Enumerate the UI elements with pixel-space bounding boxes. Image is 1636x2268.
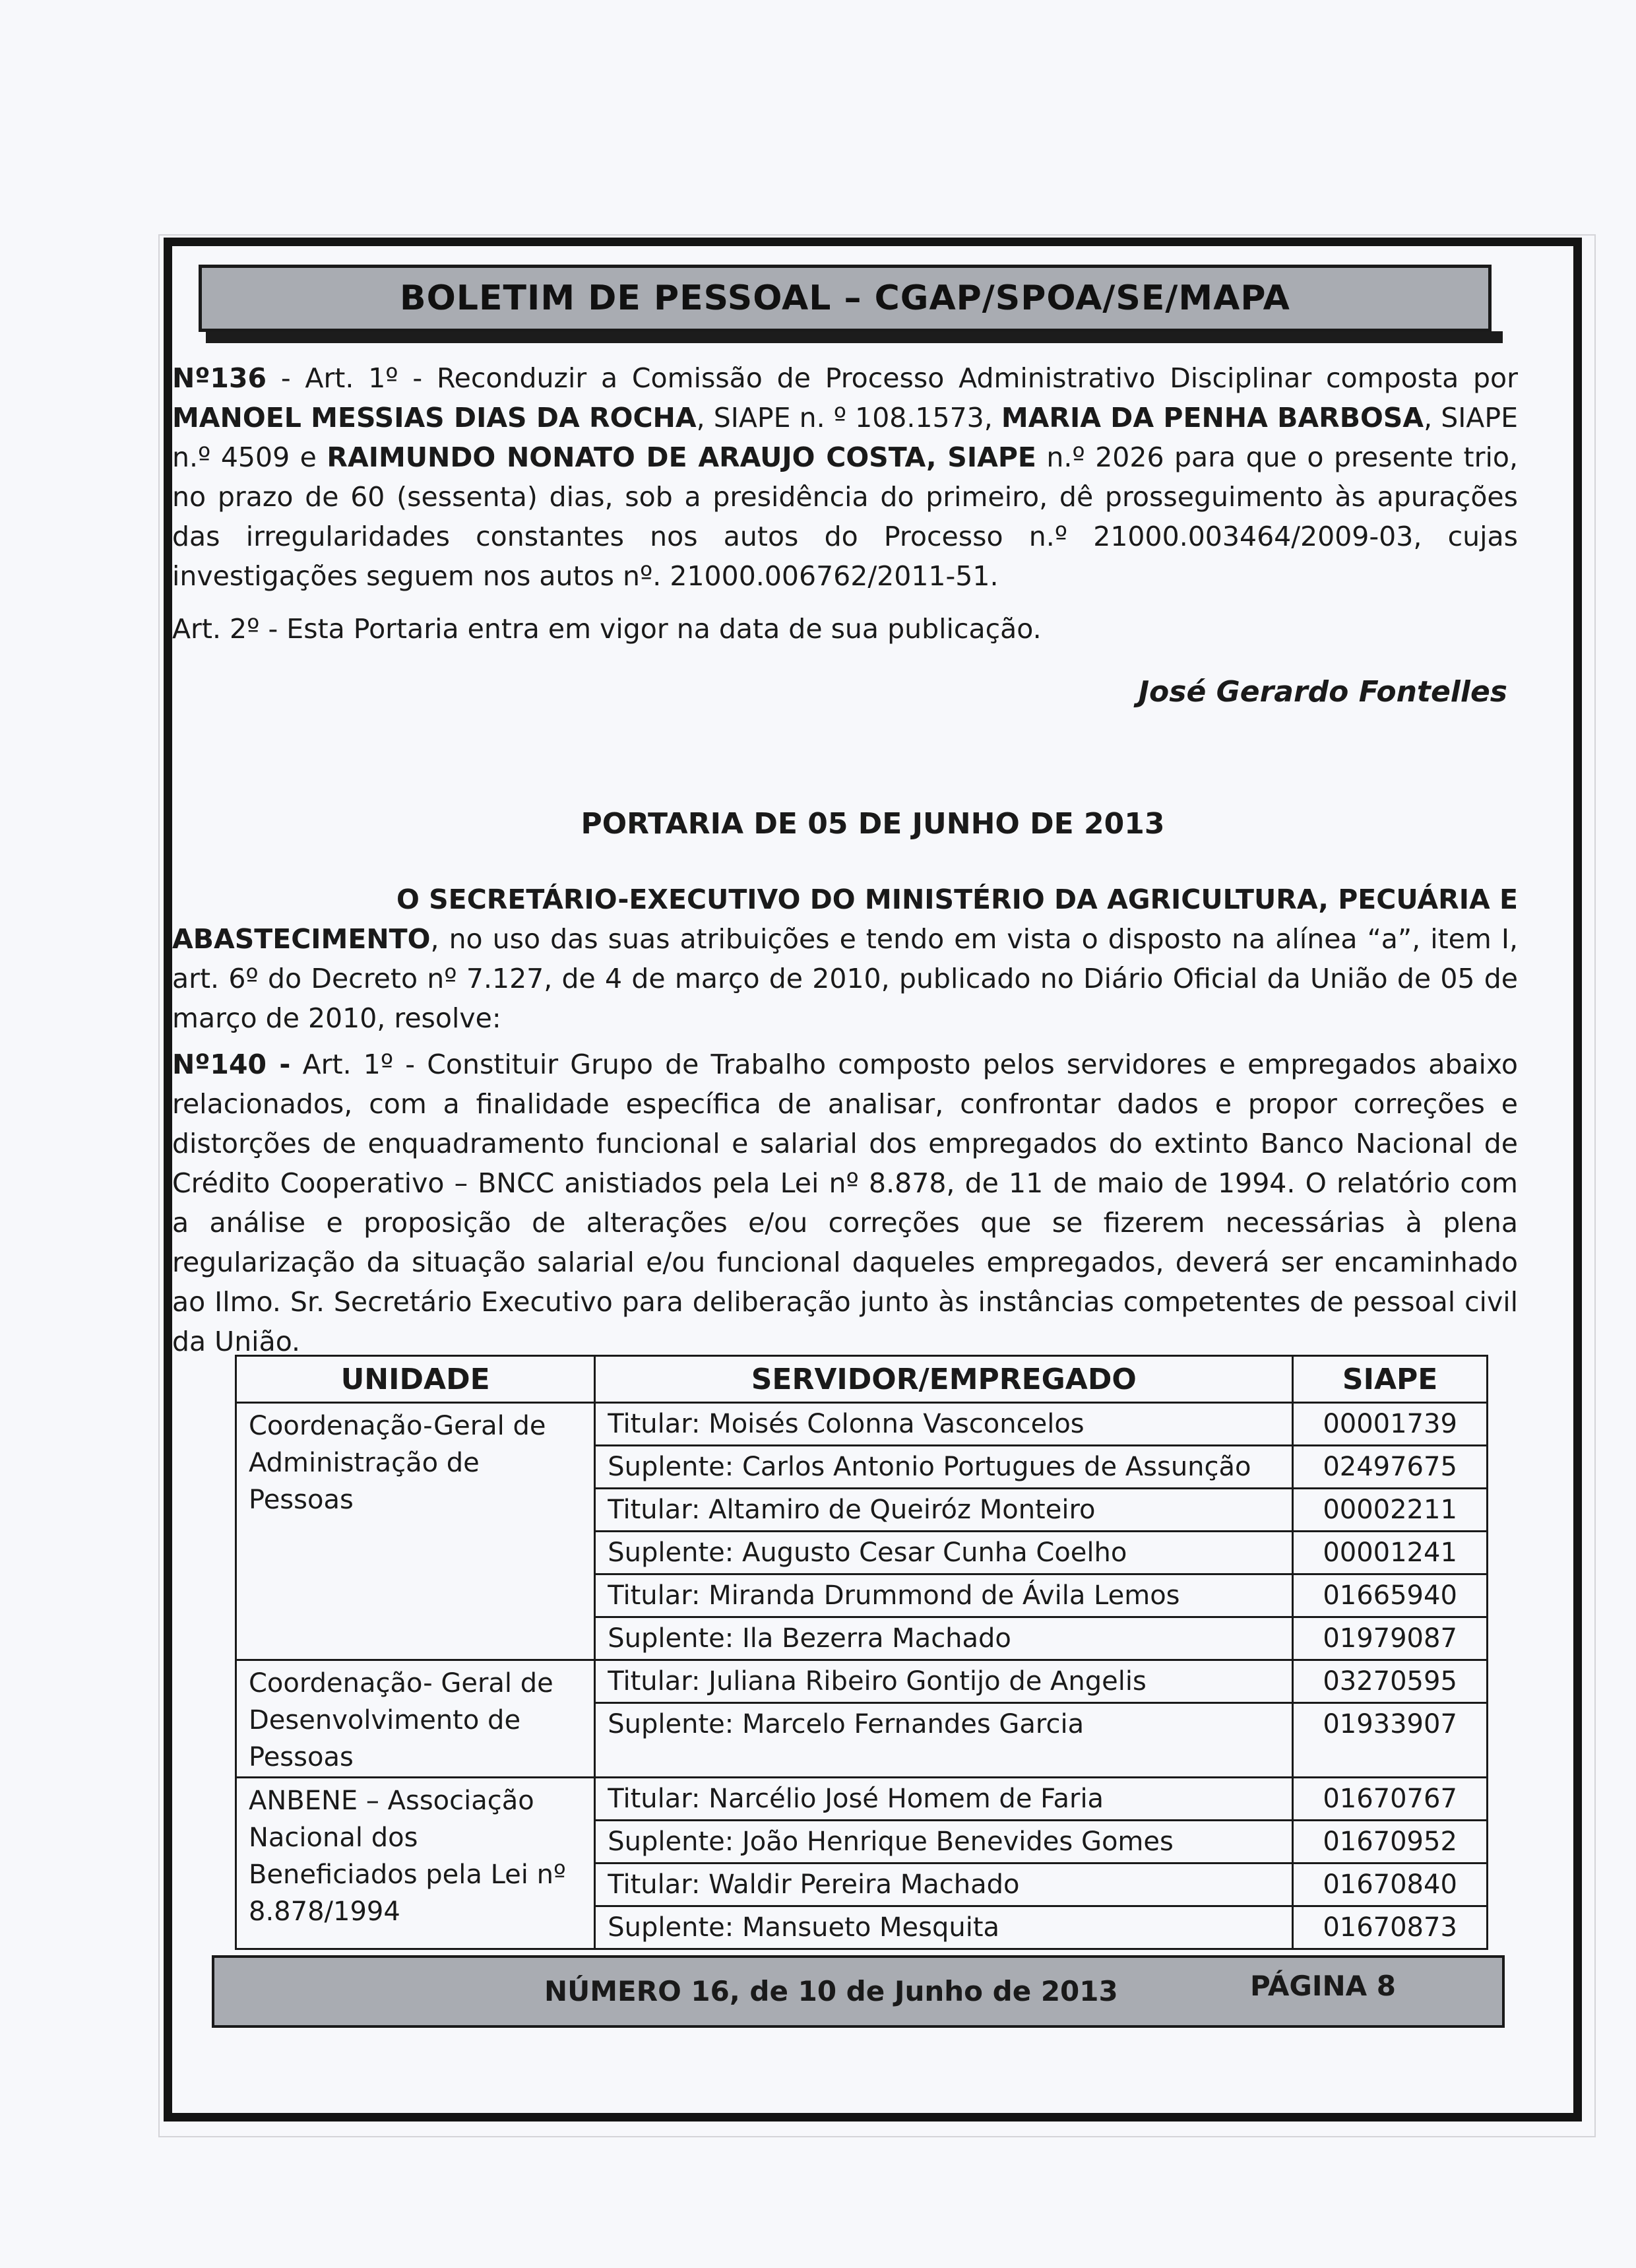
item-136-text-a: - Art. 1º - Reconduzir a Comissão de Processo Administrativo Disciplinar composta por (267, 362, 1518, 394)
member-cell: Titular: Juliana Ribeiro Gontijo de Angelis (595, 1660, 1293, 1703)
item-136-name-1: MANOEL MESSIAS DIAS DA ROCHA (172, 402, 697, 434)
portaria-intro (172, 880, 1518, 1038)
item-136-paragraph (172, 358, 1518, 596)
item-136-number: Nº136 (172, 362, 267, 394)
item-136-name-3: RAIMUNDO NONATO DE ARAUJO COSTA, SIAPE (327, 441, 1036, 473)
header-title: BOLETIM DE PESSOAL – CGAP/SPOA/SE/MAPA (400, 278, 1290, 318)
member-cell: Titular: Narcélio José Homem de Faria (595, 1778, 1293, 1821)
item-136-name-2: MARIA DA PENHA BARBOSA (1001, 402, 1424, 434)
unit-cell: ANBENE – Associação Nacional dos Beneficiados pela Lei nº 8.878/1994 (236, 1778, 595, 1949)
unit-cell: Coordenação-Geral de Administração de Pessoas (236, 1403, 595, 1660)
portaria-title: PORTARIA DE 05 DE JUNHO DE 2013 (581, 807, 1165, 841)
member-cell: Titular: Waldir Pereira Machado (595, 1863, 1293, 1906)
header-banner (199, 265, 1492, 332)
member-cell: Suplente: Augusto Cesar Cunha Coelho (595, 1532, 1293, 1574)
item-136-text-c: , SIAPE n.º 4509 e (172, 402, 1518, 473)
unit-cell: Coordenação- Geral de Desenvolvimento de Pessoas (236, 1660, 595, 1778)
table-row (236, 1778, 1488, 1821)
siape-cell: 02497675 (1293, 1446, 1488, 1489)
item-136-art2: Art. 2º - Esta Portaria entra em vigor na data de sua publicação. (172, 613, 1042, 645)
item-140-paragraph (172, 1045, 1518, 1361)
siape-cell: 01933907 (1293, 1703, 1488, 1778)
member-cell: Suplente: Mansueto Mesquita (595, 1906, 1293, 1949)
portaria-intro-text: , no uso das suas atribuições e tendo em vista o disposto na alínea “a”, item I, art. 6º do Decreto nº 7.127, de 4 de março de 2010, publicado no Diário Oficial da União de 05 de março de 2010, resolve: (172, 923, 1518, 1034)
signature: José Gerardo Fontelles (1138, 675, 1507, 709)
portaria-intro-bold: O SECRETÁRIO-EXECUTIVO DO MINISTÉRIO DA AGRICULTURA, PECUÁRIA E ABASTECIMENTO (172, 884, 1518, 955)
member-cell: Titular: Miranda Drummond de Ávila Lemos (595, 1574, 1293, 1617)
personnel-table (235, 1355, 1488, 1950)
column-header-servidor: SERVIDOR/EMPREGADO (595, 1356, 1293, 1403)
siape-cell: 00001241 (1293, 1532, 1488, 1574)
item-140-text: Art. 1º - Constituir Grupo de Trabalho composto pelos servidores e empregados abaixo relacionados, com a finalidade específica de analisar, confrontar dados e propor correções e distorções de enquadramento funcional e salarial dos empregados do extinto Banco Nacional de Crédito Cooperativo – BNCC anistiados pela Lei nº 8.878, de 11 de maio de 1994. O relatório com a análise e proposição de alterações e/ou correções que se fizerem necessárias à plena regularização da situação salarial e/ou funcional daqueles empregados, deverá ser encaminhado ao Ilmo. Sr. Secretário Executivo para deliberação junto às instâncias competentes de pessoal civil da União. (172, 1049, 1518, 1357)
issue-number: NÚMERO 16, de 10 de Junho de 2013 (544, 1975, 1118, 2007)
footer-banner (212, 1955, 1505, 2028)
item-136-text-b: , SIAPE n. º 108.1573, (696, 402, 1001, 434)
item-136-text-d: n.º 2026 para que o presente trio, no prazo de 60 (sessenta) dias, sob a presidência do primeiro, dê prosseguimento às apurações das irregularidades constantes nos autos do Processo n.º 21000.003464/2009-03, cujas investigações seguem nos autos nº. 21000.006762/2011-51. (172, 441, 1518, 592)
member-cell: Titular: Moisés Colonna Vasconcelos (595, 1403, 1293, 1446)
siape-cell: 01670873 (1293, 1906, 1488, 1949)
member-cell: Suplente: Carlos Antonio Portugues de Assunção (595, 1446, 1293, 1489)
siape-cell: 01670952 (1293, 1821, 1488, 1863)
table-header-row (236, 1356, 1488, 1403)
page-number: PÁGINA 8 (1250, 1970, 1397, 2002)
bulletin-frame (164, 238, 1582, 2122)
member-cell: Titular: Altamiro de Queiróz Monteiro (595, 1489, 1293, 1532)
item-140-number: Nº140 - (172, 1049, 291, 1080)
siape-cell: 00002211 (1293, 1489, 1488, 1532)
column-header-siape: SIAPE (1293, 1356, 1488, 1403)
member-cell: Suplente: Marcelo Fernandes Garcia (595, 1703, 1293, 1778)
column-header-unidade: UNIDADE (236, 1356, 595, 1403)
siape-cell: 01665940 (1293, 1574, 1488, 1617)
member-cell: Suplente: Ila Bezerra Machado (595, 1617, 1293, 1660)
table-row (236, 1660, 1488, 1703)
siape-cell: 01979087 (1293, 1617, 1488, 1660)
member-cell: Suplente: João Henrique Benevides Gomes (595, 1821, 1293, 1863)
siape-cell: 03270595 (1293, 1660, 1488, 1703)
siape-cell: 01670840 (1293, 1863, 1488, 1906)
siape-cell: 00001739 (1293, 1403, 1488, 1446)
siape-cell: 01670767 (1293, 1778, 1488, 1821)
table-row (236, 1403, 1488, 1446)
